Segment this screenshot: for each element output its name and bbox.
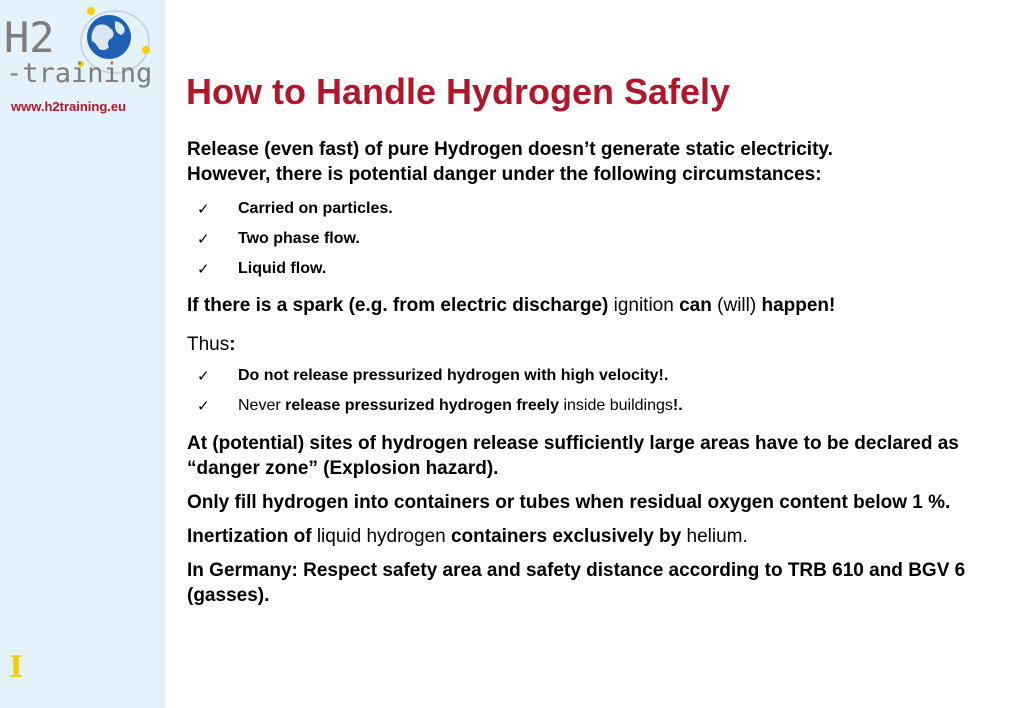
thus-colon: : (229, 334, 236, 355)
spark-text-2: ignition (608, 295, 680, 316)
inertization-paragraph (187, 524, 1013, 549)
thus-word: Thus (187, 334, 230, 355)
inertization-text-2: liquid hydrogen (316, 526, 446, 547)
circumstance-2: Two phase flow. (238, 230, 360, 247)
circumstances-list (187, 194, 1013, 284)
rule-2-part-4: !. (672, 397, 683, 414)
spark-text-1: If there is a spark (e.g. from electric discharge) (187, 295, 609, 316)
thus-paragraph (187, 332, 1013, 357)
fill-oxygen-paragraph: Only fill hydrogen into containers or tubes when residual oxygen content below 1 %. (187, 492, 951, 513)
checkmark-icon: ✓ (197, 397, 210, 415)
intro-paragraph (187, 137, 1013, 187)
sidebar (0, 0, 165, 708)
list-item (187, 254, 1013, 284)
h2-training-logo (2, 2, 160, 94)
list-item (187, 391, 1013, 421)
list-item (187, 224, 1013, 254)
site-url-link[interactable]: www.h2training.eu (11, 99, 127, 114)
circumstance-1: Carried on particles. (238, 200, 393, 217)
intro-line-2: However, there is potential danger under the following circumstances: (187, 164, 822, 185)
slide-title: How to Handle Hydrogen Safely (186, 71, 731, 112)
danger-zone-paragraph: At (potential) sites of hydrogen release sufficiently large areas have to be declared as “danger zone” (Explosion hazard). (187, 433, 959, 479)
list-item (187, 361, 1013, 391)
inertization-text-4: helium. (686, 526, 748, 547)
slide-content (187, 137, 1013, 617)
footer-mark: I (9, 650, 24, 685)
list-item (187, 194, 1013, 224)
intro-line-1: Release (even fast) of pure Hydrogen doesn’t generate static electricity. (187, 139, 833, 160)
spark-paragraph (187, 293, 1013, 318)
spark-text-5: happen! (756, 295, 836, 316)
checkmark-icon: ✓ (197, 230, 210, 248)
checkmark-icon: ✓ (197, 260, 210, 278)
inertization-text-1: Inertization of (187, 526, 317, 547)
checkmark-icon: ✓ (197, 200, 210, 218)
circumstance-3: Liquid flow. (238, 260, 327, 277)
inertization-text-3: containers exclusively by (445, 526, 687, 547)
rule-2-part-3: inside buildings (559, 397, 673, 414)
rule-1: Do not release pressurized hydrogen with high velocity!. (238, 367, 669, 384)
rules-list (187, 361, 1013, 421)
spark-text-4: (will) (717, 295, 757, 316)
spark-text-3: can (679, 295, 718, 316)
germany-paragraph: In Germany: Respect safety area and safety distance according to TRB 610 and BGV 6 (gasses). (187, 560, 966, 606)
orbit-dot-right (142, 46, 150, 54)
logo-h2-text: H2 (4, 13, 55, 62)
checkmark-icon: ✓ (197, 367, 210, 385)
orbit-dot-top (87, 7, 95, 15)
rule-2-part-1: Never (238, 397, 286, 414)
logo-training-text: -training (6, 58, 153, 89)
rule-2-part-2: release pressurized hydrogen freely (285, 397, 560, 414)
